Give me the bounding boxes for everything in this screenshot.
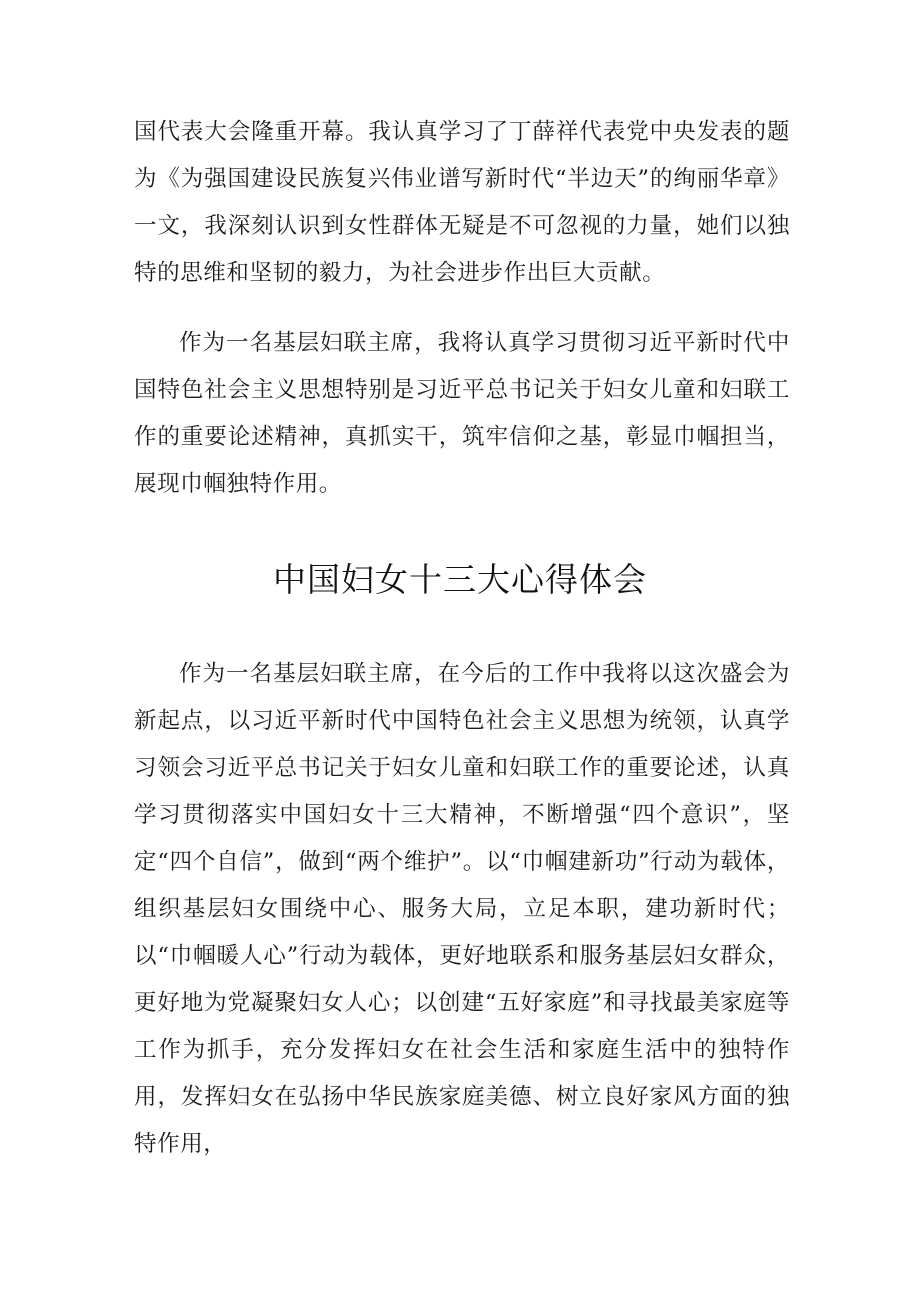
section-title: 中国妇女十三大心得体会 [273,560,647,599]
section-body-paragraph: 作为一名基层妇联主席，在今后的工作中我将以这次盛会为新起点，以习近平新时代中国特色社会主义思想为统领，认真学习领会习近平总书记关于妇女儿童和妇联工作的重要论述，认真学习贯彻落实中国妇女十三大精神，不断增强“四个意识”，坚定“四个自信”，做到“两个维护”。以“巾帼建新功”行动为载体，组织基层妇女围绕中心、服务大局，立足本职，建功新时代；以“巾帼暖人心”行动为载体，更好地联系和服务基层妇女群众，更好地为党凝聚妇女人心；以创建“五好家庭”和寻找最美家庭等工作为抓手，充分发挥妇女在社会生活和家庭生活中的独特作用，发挥妇女在弘扬中华民族家庭美德、树立良好家风方面的独特作用， [134,661,790,1157]
paragraph-continued: 国代表大会隆重开幕。我认真学习了丁薛祥代表党中央发表的题为《为强国建设民族复兴伟业谱写新时代“半边天”的绚丽华章》一文，我深刻认识到女性群体无疑是不可忽视的力量，她们以独特的思维和坚韧的毅力，为社会进步作出巨大贡献。 [134,119,790,286]
paragraph-commitment: 作为一名基层妇联主席，我将认真学习贯彻习近平新时代中国特色社会主义思想特别是习近平总书记关于妇女儿童和妇联工作的重要论述精神，真抓实干，筑牢信仰之基，彰显巾帼担当，展现巾帼独特作用。 [134,330,790,497]
